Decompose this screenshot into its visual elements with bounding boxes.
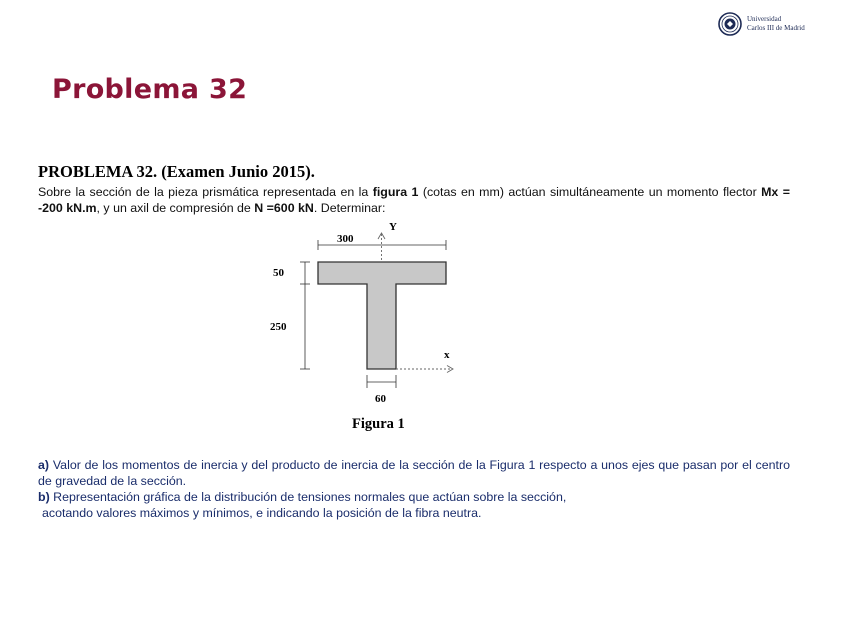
- question-b: [38, 489, 790, 505]
- figure-caption: Figura 1: [352, 416, 405, 432]
- axial-force-value: N =600 kN: [254, 201, 314, 215]
- logo-line-2: Carlos III de Madrid: [747, 24, 805, 32]
- dim-flange-thickness-label: 50: [273, 267, 284, 279]
- university-name: [747, 15, 805, 33]
- dim-flange-width-label: 300: [337, 233, 354, 245]
- question-a-text: Valor de los momentos de inercia y del producto de inercia de la sección de la Figura 1 respecto a unos ejes que pasan por el centro de gravedad de la sección.: [38, 458, 790, 488]
- y-axis-label: Y: [389, 221, 397, 233]
- question-b-continuation: acotando valores máximos y mínimos, e indicando la posición de la fibra neutra.: [42, 506, 482, 520]
- statement-part-3: , y un axil de compresión de: [96, 201, 255, 215]
- statement-part-1: Sobre la sección de la pieza prismática representada en la: [38, 185, 373, 199]
- logo-line-1: Universidad: [747, 15, 782, 23]
- t-section-figure: [262, 218, 492, 438]
- question-b-label: b): [38, 490, 50, 504]
- bending-moment-value: Mx = -200 kN.m: [38, 185, 790, 215]
- statement-part-4: . Determinar:: [313, 201, 386, 215]
- university-seal-icon: [718, 12, 742, 36]
- statement-part-2: (cotas en mm) actúan simultáneamente un momento flector: [418, 185, 762, 199]
- university-logo: [718, 12, 818, 40]
- question-a: [38, 457, 790, 489]
- figure-reference: figura 1: [372, 185, 419, 199]
- question-a-label: a): [38, 458, 50, 472]
- x-axis-label: x: [444, 349, 450, 361]
- questions: [38, 457, 790, 521]
- dim-web-width-label: 60: [375, 393, 386, 405]
- problem-statement: [38, 184, 790, 216]
- slide-title: Problema 32: [52, 74, 248, 105]
- question-b-text: Representación gráfica de la distribución de tensiones normales que actúan sobre la sección,: [49, 490, 567, 504]
- dim-web-height-label: 250: [270, 321, 287, 333]
- problem-heading: PROBLEMA 32. (Examen Junio 2015).: [38, 162, 315, 181]
- t-section-drawing: [262, 218, 492, 418]
- t-section-shape: [318, 262, 446, 369]
